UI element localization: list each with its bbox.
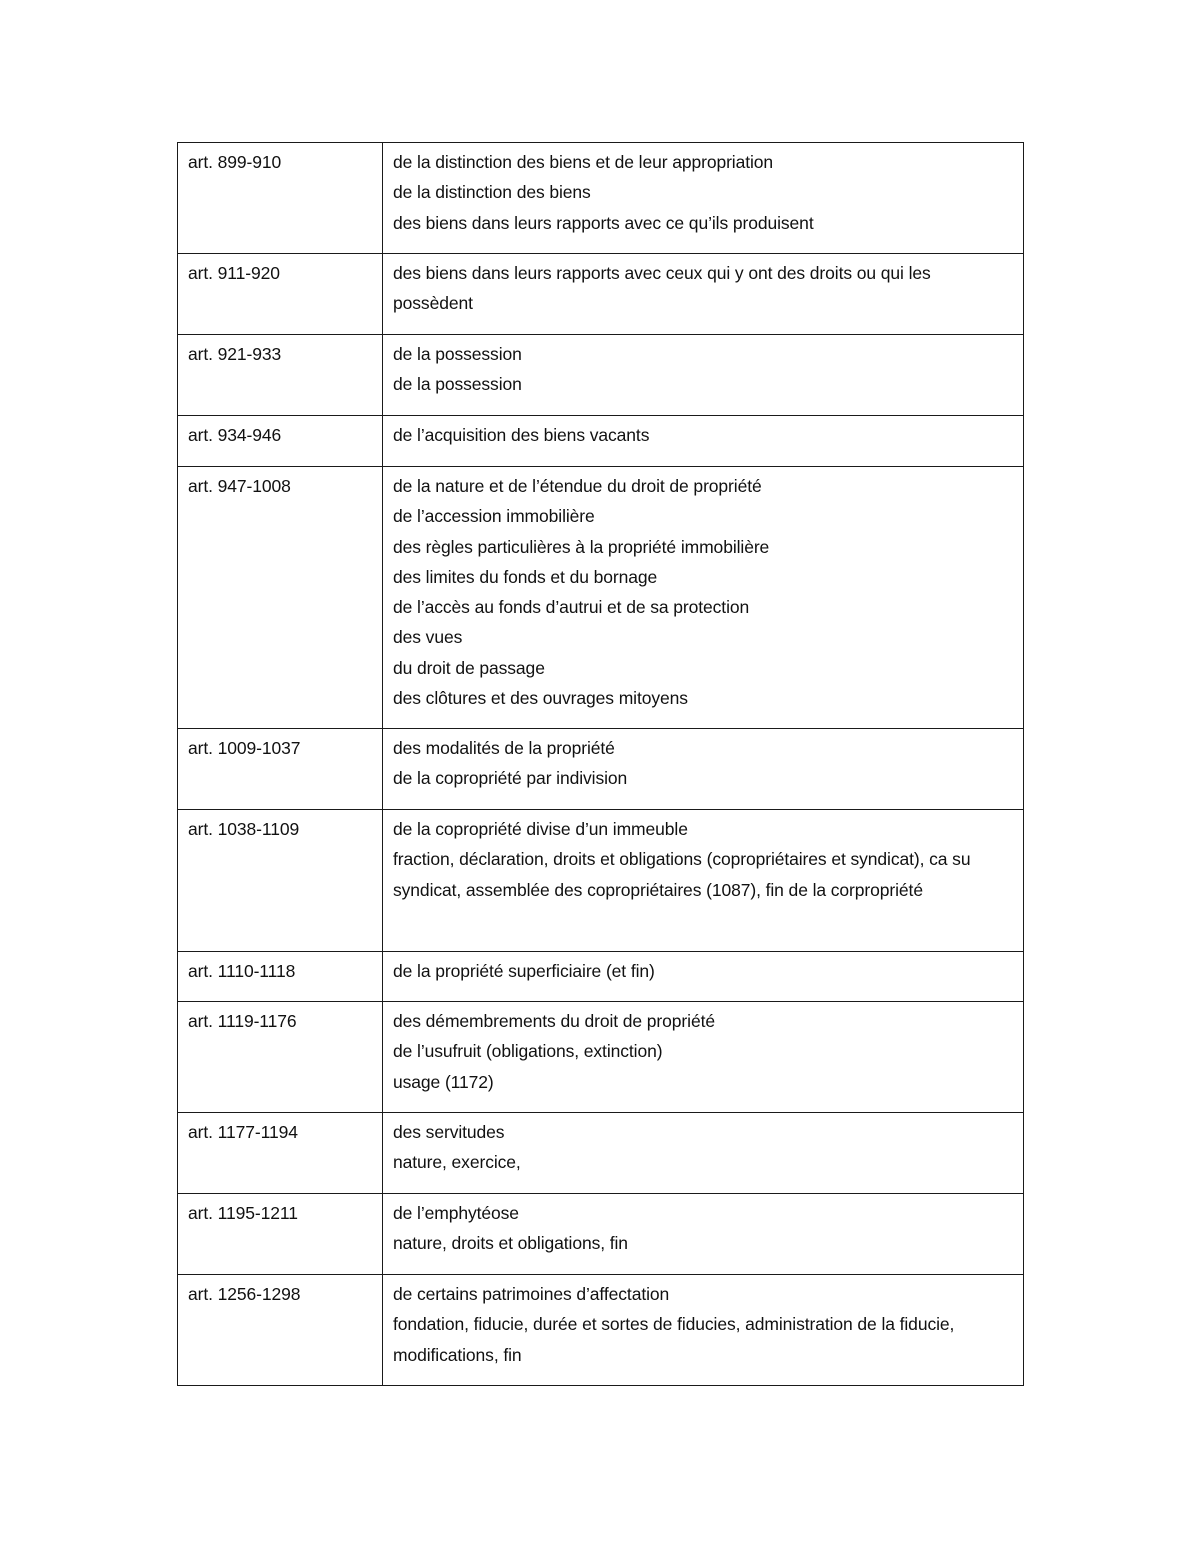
topic-line: de la copropriété divise d’un immeuble bbox=[393, 819, 688, 839]
topic-line: fondation, fiducie, durée et sortes de fiducies, administration de la fiducie, modifications, fin bbox=[393, 1314, 955, 1365]
topic-cell bbox=[383, 810, 1024, 952]
article-range: art. 921-933 bbox=[178, 335, 383, 416]
topic-line: de l’usufruit (obligations, extinction) bbox=[393, 1041, 663, 1062]
articles-table-body bbox=[178, 143, 1024, 1386]
topic-line: de la copropriété par indivision bbox=[393, 768, 628, 789]
topic-line: des vues bbox=[393, 627, 463, 648]
table-row bbox=[178, 254, 1024, 335]
topic-line: de l’accès au fonds d’autrui et de sa protection bbox=[393, 597, 750, 618]
table-row bbox=[178, 1194, 1024, 1275]
table-row bbox=[178, 467, 1024, 729]
articles-table bbox=[177, 142, 1024, 1386]
topic-cell bbox=[383, 1002, 1024, 1113]
topic-line: des clôtures et des ouvrages mitoyens bbox=[393, 688, 688, 709]
article-range: art. 1110-1118 bbox=[178, 952, 383, 1002]
topic-line: de l’acquisition des biens vacants bbox=[393, 425, 650, 445]
topic-line: nature, droits et obligations, fin bbox=[393, 1233, 628, 1254]
topic-cell bbox=[383, 143, 1024, 254]
table-row bbox=[178, 416, 1024, 467]
table-row bbox=[178, 1113, 1024, 1194]
topic-line: usage (1172) bbox=[393, 1071, 494, 1092]
table-row bbox=[178, 143, 1024, 254]
topic-line: de l’emphytéose bbox=[393, 1203, 519, 1223]
topic-line: du droit de passage bbox=[393, 657, 545, 678]
article-range: art. 1119-1176 bbox=[178, 1002, 383, 1113]
topic-line: nature, exercice, bbox=[393, 1152, 521, 1173]
topic-cell bbox=[383, 254, 1024, 335]
topic-line: fraction, déclaration, droits et obligations (copropriétaires et syndicat), ca su syndicat, assemblée des copropriétaires (1087), fin de la corpropriété bbox=[393, 849, 971, 900]
topic-cell bbox=[383, 1113, 1024, 1194]
article-range: art. 1038-1109 bbox=[178, 810, 383, 952]
topic-line: des servitudes bbox=[393, 1122, 505, 1142]
article-range: art. 911-920 bbox=[178, 254, 383, 335]
topic-cell bbox=[383, 952, 1024, 1002]
article-range: art. 1009-1037 bbox=[178, 729, 383, 810]
table-row bbox=[178, 729, 1024, 810]
topic-cell bbox=[383, 1275, 1024, 1386]
topic-line: des modalités de la propriété bbox=[393, 738, 615, 758]
topic-line: de la distinction des biens et de leur appropriation bbox=[393, 152, 774, 172]
article-range: art. 899-910 bbox=[178, 143, 383, 254]
topic-cell bbox=[383, 467, 1024, 729]
article-range: art. 947-1008 bbox=[178, 467, 383, 729]
topic-line: des biens dans leurs rapports avec ceux qui y ont des droits ou qui les possèdent bbox=[393, 263, 931, 314]
table-row bbox=[178, 952, 1024, 1002]
topic-line: des limites du fonds et du bornage bbox=[393, 566, 658, 587]
topic-line: des biens dans leurs rapports avec ce qu’ils produisent bbox=[393, 212, 814, 233]
topic-line: de l’accession immobilière bbox=[393, 506, 595, 527]
article-range: art. 1177-1194 bbox=[178, 1113, 383, 1194]
topic-line: des règles particulières à la propriété immobilière bbox=[393, 536, 770, 557]
table-row bbox=[178, 335, 1024, 416]
article-range: art. 1195-1211 bbox=[178, 1194, 383, 1275]
topic-cell bbox=[383, 1194, 1024, 1275]
topic-line: de la distinction des biens bbox=[393, 182, 591, 203]
topic-line: des démembrements du droit de propriété bbox=[393, 1011, 715, 1031]
table-row bbox=[178, 1275, 1024, 1386]
topic-line: de la nature et de l’étendue du droit de propriété bbox=[393, 476, 762, 496]
table-row bbox=[178, 1002, 1024, 1113]
article-range: art. 934-946 bbox=[178, 416, 383, 467]
topic-cell bbox=[383, 416, 1024, 467]
topic-cell bbox=[383, 729, 1024, 810]
article-range: art. 1256-1298 bbox=[178, 1275, 383, 1386]
topic-line: de la possession bbox=[393, 344, 522, 364]
table-row bbox=[178, 810, 1024, 952]
topic-line: de certains patrimoines d’affectation bbox=[393, 1284, 670, 1304]
topic-line: de la propriété superficiaire (et fin) bbox=[393, 961, 655, 981]
topic-cell bbox=[383, 335, 1024, 416]
topic-line: de la possession bbox=[393, 374, 522, 395]
